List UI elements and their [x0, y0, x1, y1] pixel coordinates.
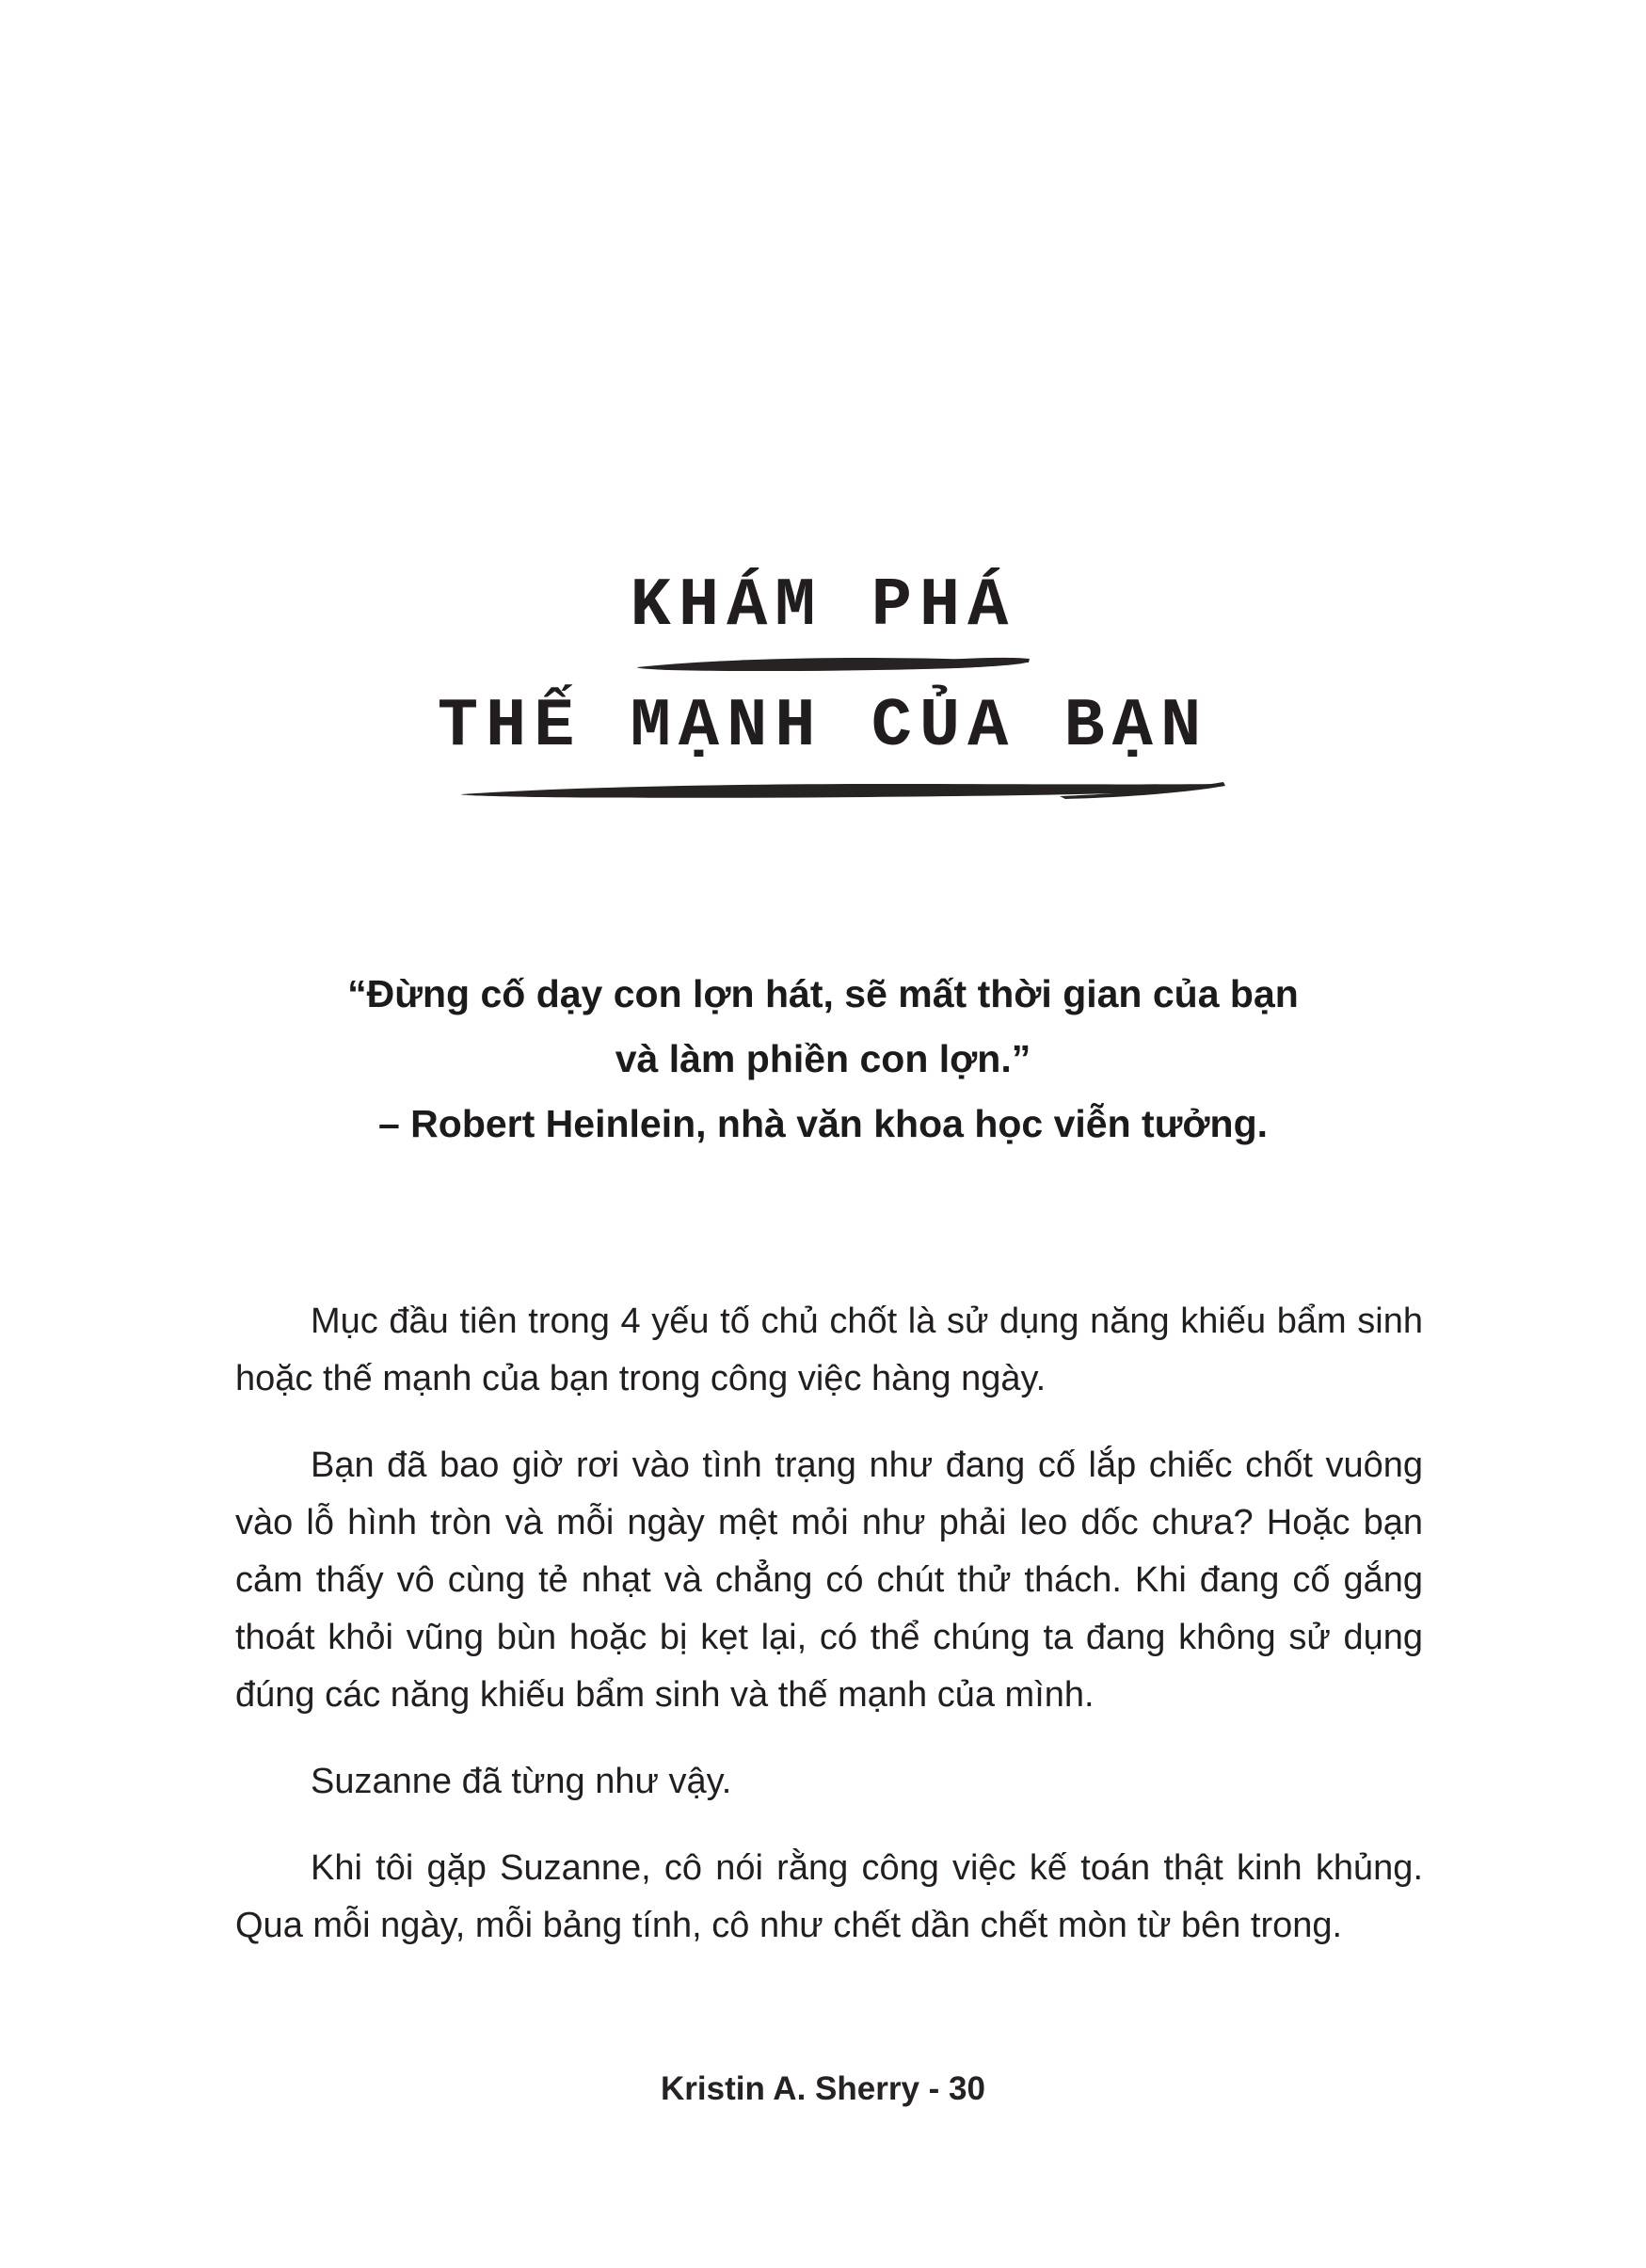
epigraph-quote [0, 962, 1646, 1157]
body-paragraph: Bạn đã bao giờ rơi vào tình trạng như đang cố lắp chiếc chốt vuông vào lỗ hình tròn và mỗi ngày mệt mỏi như phải leo dốc chưa? Hoặc bạn cảm thấy vô cùng tẻ nhạt và chẳng có chút thử thách. Khi đang cố gắng thoát khỏi vũng bùn hoặc bị kẹt lại, có thể chúng ta đang không sử dụng đúng các năng khiếu bẩm sinh và thế mạnh của mình. [235, 1445, 1423, 1715]
body-paragraph: Mục đầu tiên trong 4 yếu tố chủ chốt là sử dụng năng khiếu bẩm sinh hoặc thế mạnh của bạn trong công việc hàng ngày. [235, 1302, 1423, 1398]
quote-attribution: – Robert Heinlein, nhà văn khoa học viễn tưởng. [377, 1102, 1269, 1145]
body-paragraph: Suzanne đã từng như vậy. [311, 1762, 732, 1801]
page-footer-author-pagenumber: Kristin A. Sherry - 30 [661, 2070, 985, 2107]
brush-underline-icon [634, 651, 1031, 676]
body-paragraph: Khi tôi gặp Suzanne, cô nói rằng công việc kế toán thật kinh khủng. Qua mỗi ngày, mỗi bảng tính, cô như chết dần chết mòn từ bên trong. [235, 1848, 1423, 1945]
brush-underline-icon [457, 775, 1227, 804]
chapter-title-line-1: KHÁM PHÁ [630, 567, 1016, 645]
body-text [235, 1293, 1423, 1955]
chapter-title-line-2: THẾ MẠNH CỦA BẠN [437, 688, 1209, 765]
quote-text-line-2: và làm phiền con lợn.” [615, 1037, 1031, 1080]
quote-text-line-1: “Đừng cố dạy con lợn hát, sẽ mất thời gian của bạn [347, 972, 1299, 1015]
